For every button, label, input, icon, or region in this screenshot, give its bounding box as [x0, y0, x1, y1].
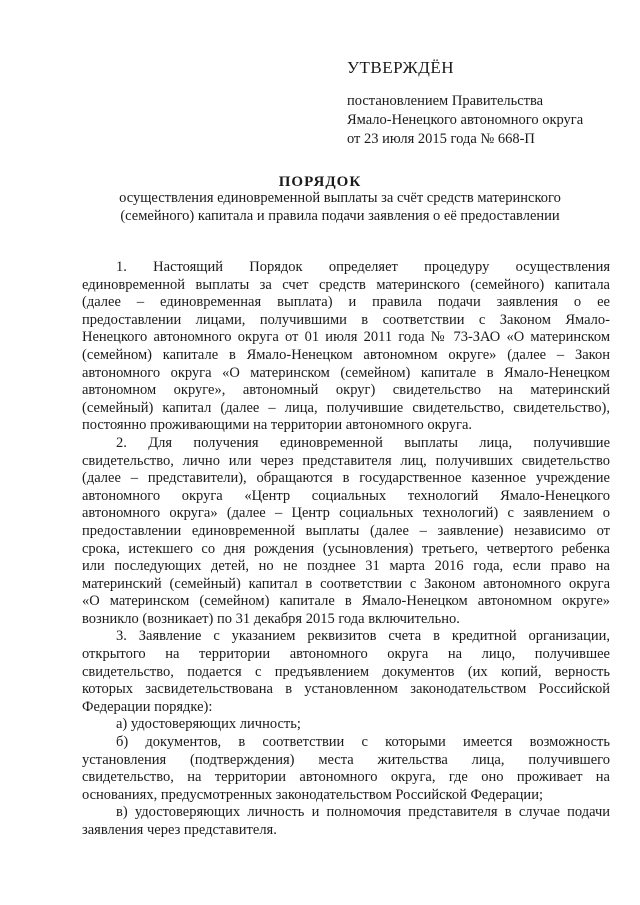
body-line: (семейный) капитал (далее – лица, получившие свидетельство, свидетельство),	[82, 399, 610, 416]
approval-line: постановлением Правительства	[347, 93, 544, 109]
body-line: основаниях, предусмотренных законодательством Российской Федерации;	[82, 786, 543, 803]
body-line: предоставлении лицами, получившими в соответствии с Законом Ямало-	[82, 311, 610, 328]
body-line: открытого на территории автономного округа на лицо, получившее	[82, 646, 610, 663]
body-line: постоянно проживающими на территории автономного округа.	[82, 417, 473, 434]
document-title: ПОРЯДОК	[278, 174, 362, 190]
body-line: которых засвидетельствована в установленном законодательством Российской	[82, 681, 610, 698]
body-line: Федерации порядке):	[82, 698, 213, 715]
approval-line: от 23 июля 2015 года № 668-П	[347, 131, 535, 147]
body-line: свидетельство, на территории автономного округа, где оно проживает на	[82, 769, 610, 786]
body-line: автономном округе», автономный округ) свидетельство на материнский	[82, 382, 610, 399]
body-line: (семейном) капитале в Ямало-Ненецком автономном округе» (далее – Закон	[82, 346, 610, 363]
body-line: или последующих детей, но не позднее 31 марта 2016 года, если право на	[82, 558, 610, 575]
body-line: установления (подтверждения) места жительства лица, получившего	[82, 751, 610, 768]
subtitle-line: (семейного) капитала и правила подачи заявления о её предоставлении	[120, 208, 560, 224]
body-line: единовременной выплаты за счет средств материнского (семейного) капитала	[82, 276, 610, 293]
body-line: срока, истекшего со дня рождения (усыновления) третьего, четвертого ребенка	[82, 540, 610, 557]
body-line: свидетельство, лично или через представителя лиц, получивших свидетельство	[82, 452, 610, 469]
approval-line: Ямало-Ненецкого автономного округа	[347, 112, 584, 128]
body-line: (далее – представители), обращаются в государственное казенное учреждение	[82, 470, 610, 487]
body-line: б) документов, в соответствии с которыми имеется возможность	[116, 734, 610, 751]
body-line: материнский (семейный) капитал в соответствии с Законом автономного округа	[82, 575, 610, 592]
subtitle-line: осуществления единовременной выплаты за счёт средств материнского	[119, 190, 561, 206]
body-line: «О материнском (семейном) капитале в Ямало-Ненецком автономном округе»	[82, 593, 610, 610]
approval-block	[347, 58, 617, 149]
approval-title: УТВЕРЖДЁН	[347, 58, 454, 77]
body-line: а) удостоверяющих личность;	[116, 716, 301, 733]
document-body	[82, 259, 610, 840]
body-line: предоставлении единовременной выплаты (далее – заявление) независимо от	[82, 522, 610, 539]
body-line: Ненецкого автономного округа от 01 июля 2011 года № 73-ЗАО «О материнском	[82, 329, 610, 346]
body-line: автономного округа «Центр социальных технологий Ямало-Ненецкого	[82, 487, 610, 504]
body-line: в) удостоверяющих личность и полномочия представителя в случае подачи	[116, 804, 610, 821]
body-line: возникло (возникает) по 31 декабря 2015 года включительно.	[82, 610, 460, 627]
body-line: 2. Для получения единовременной выплаты лица, получившие	[116, 434, 610, 451]
body-line: 1. Настоящий Порядок определяет процедуру осуществления	[116, 259, 610, 275]
body-line: автономного округа» (далее – Центр социальных технологий) с заявлением о	[82, 505, 610, 522]
body-line: автономного округа «О материнском (семейном) капитале в Ямало-Ненецком	[82, 364, 610, 381]
document-subtitle	[90, 189, 590, 225]
body-line: свидетельство, подается с предъявлением документов (их копий, верность	[82, 663, 610, 680]
body-line: заявления через представителя.	[82, 822, 277, 838]
body-line: (далее – единовременная выплата) и правила подачи заявления о ее	[82, 294, 610, 311]
body-line: 3. Заявление с указанием реквизитов счета в кредитной организации,	[116, 628, 610, 645]
